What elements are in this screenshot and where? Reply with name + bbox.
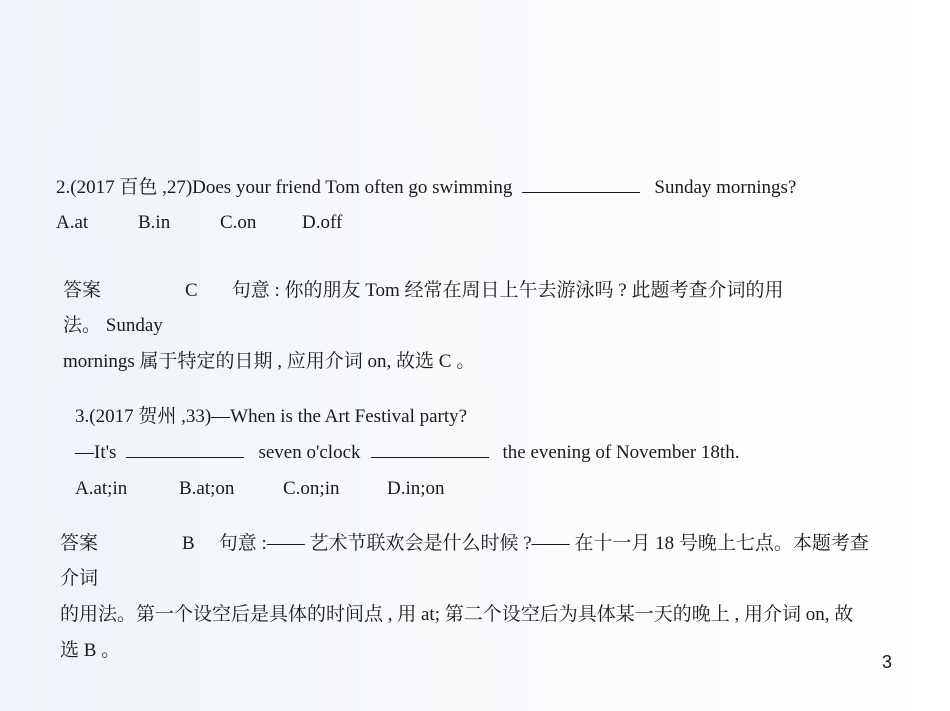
question-3-end: the evening of November 18th. (502, 442, 740, 463)
option-d: D.in;on (387, 478, 445, 499)
answer-3-line-3: 的用法。第一个设空后是具体的时间点 , 用 at; 第二个设空后为具体某一天的晚上 , 用介词 on, 故 (60, 604, 854, 625)
option-b: B.in (138, 212, 171, 233)
question-3-middle: seven o'clock (258, 442, 361, 463)
option-a: A.at;in (75, 478, 128, 499)
option-a: A.at (56, 212, 89, 233)
answer-2-line-2: 法。 Sunday (63, 315, 163, 336)
answer-explanation: 句意 :—— 艺术节联欢会是什么时候 ?—— 在十一月 18 号晚上七点。本题考查 (218, 533, 869, 554)
answer-blank (522, 176, 640, 193)
option-c: C.on;in (283, 478, 340, 499)
page-number: 3 (881, 652, 892, 672)
question-3-reply-start: —It's (75, 442, 117, 463)
question-2-options (56, 211, 342, 235)
question-2-suffix: Sunday mornings? (654, 177, 797, 198)
question-3: 3.(2017 贺州 ,33)—When is the Art Festival party? (75, 406, 468, 427)
answer-label: 答案 (63, 280, 102, 301)
answer-3-line-1 (60, 532, 869, 556)
answer-explanation: 句意 : 你的朋友 Tom 经常在周日上午去游泳吗 ? 此题考查介词的用 (231, 280, 784, 301)
answer-2-line-3: mornings 属于特定的日期 , 应用介词 on, 故选 C 。 (63, 351, 476, 372)
option-b: B.at;on (179, 478, 235, 499)
question-2-text: 2.(2017 百色 ,27)Does your friend Tom often go swimming (56, 177, 513, 198)
question-3-dialogue (75, 441, 739, 465)
option-c: C.on (220, 212, 257, 233)
question-2 (56, 176, 796, 200)
answer-label: 答案 (60, 533, 99, 554)
answer-blank-2 (371, 441, 489, 458)
option-d: D.off (302, 212, 343, 233)
answer-3-line-2: 介词 (60, 568, 99, 589)
answer-letter: C (185, 280, 198, 301)
question-3-options (75, 477, 445, 501)
answer-blank-1 (126, 441, 244, 458)
answer-3-line-4: 选 B 。 (60, 640, 121, 661)
answer-letter: B (182, 533, 195, 554)
answer-2-line-1 (63, 279, 783, 303)
